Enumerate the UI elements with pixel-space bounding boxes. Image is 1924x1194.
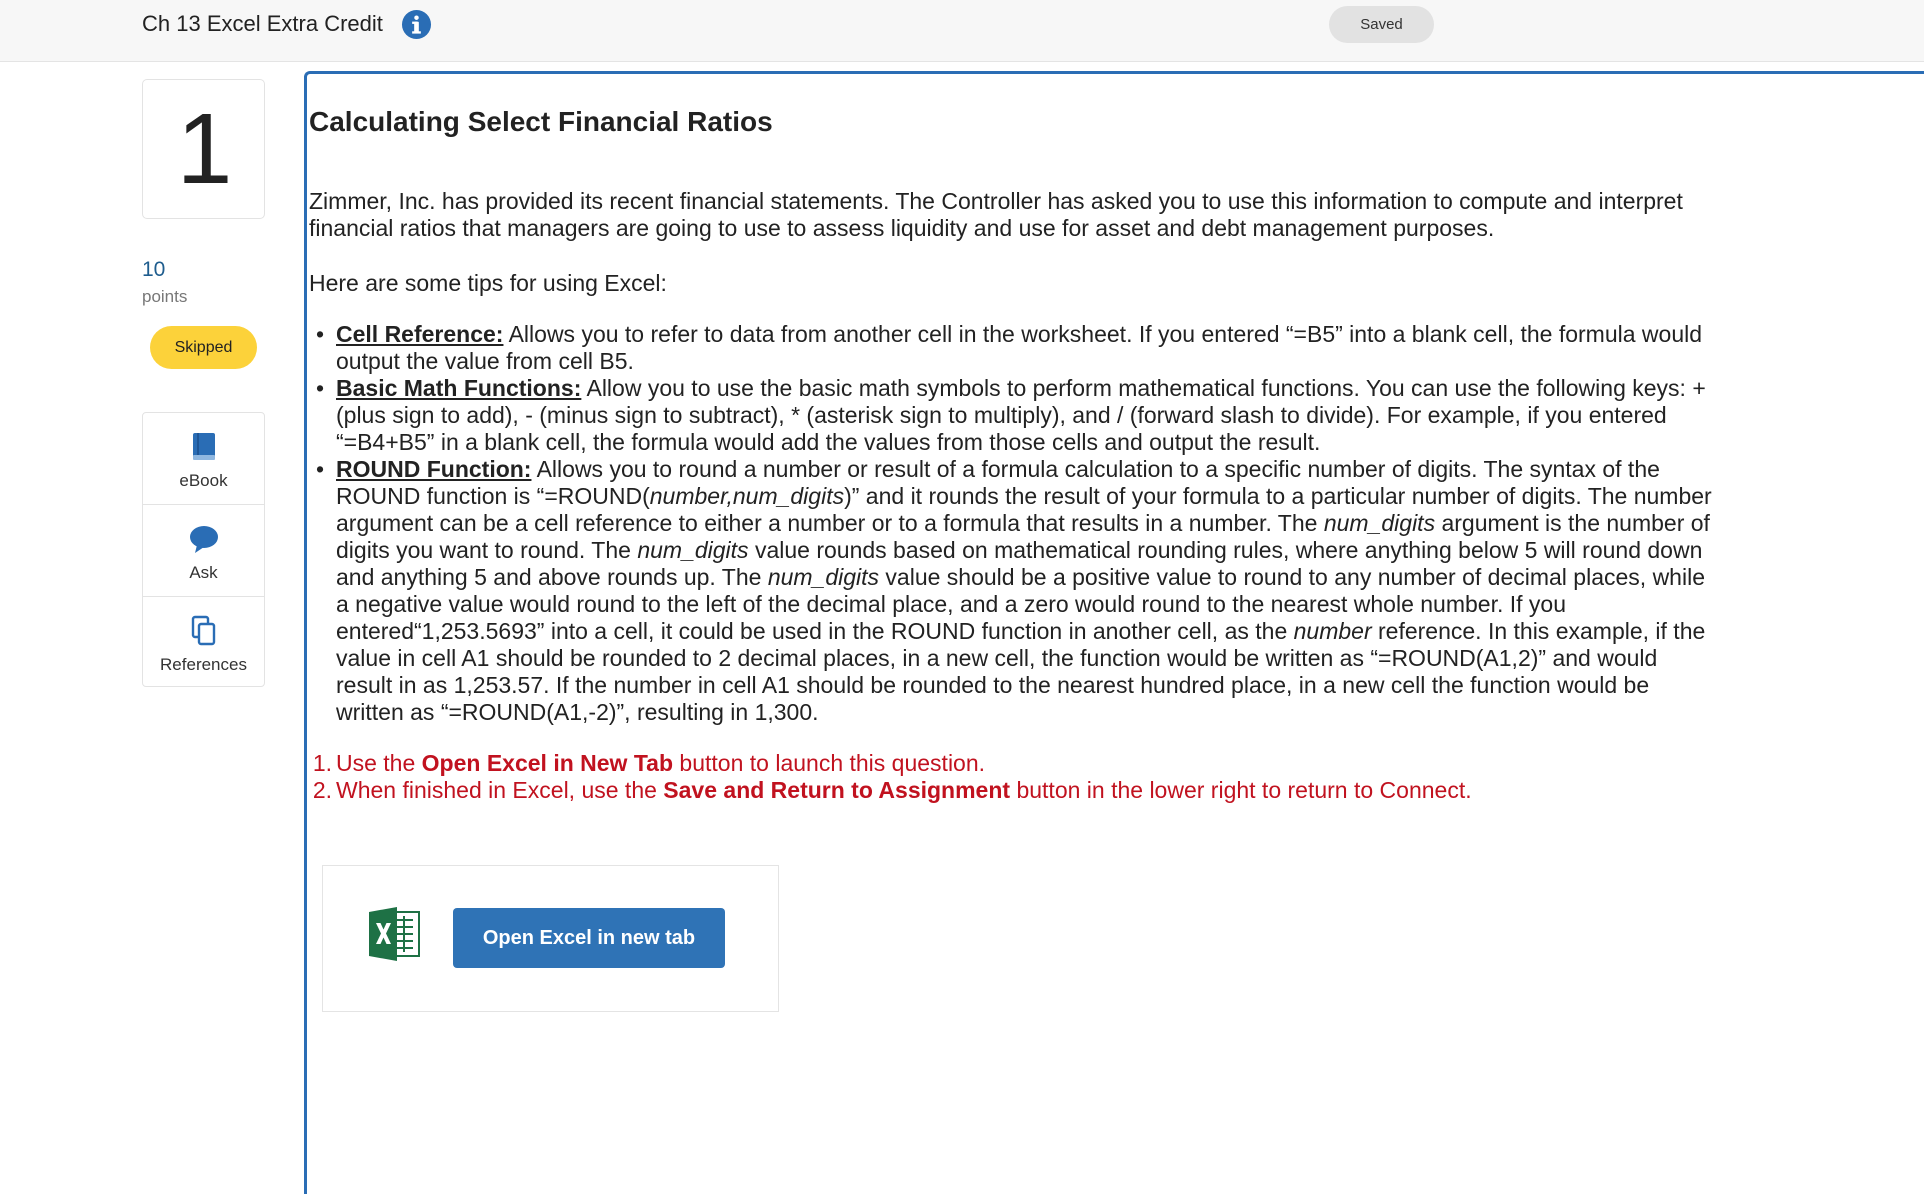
list-item [307, 750, 1717, 777]
skipped-status-badge: Skipped [150, 326, 257, 369]
info-icon[interactable] [401, 9, 432, 40]
tip-text: Allows you to round a number or result of a formula calculation to a specific number of digits. The syntax of the ROUND function is “=ROUND( [336, 456, 1660, 509]
chat-bubble-icon [188, 523, 220, 555]
list-item: • Cell Reference: Allows you to refer to data from another cell in the worksheet. If you entered “=B5” into a blank cell, the formula would output the value from cell B5. [316, 321, 1703, 374]
step-number: 2. [312, 777, 332, 803]
instruction-steps [307, 750, 1717, 804]
tip-text: Allows you to refer to data from another cell in the worksheet. If you entered “=B5” into a blank cell, the formula would output the value from cell B5. [336, 321, 1703, 374]
step-text: Use the [336, 750, 422, 776]
step-text: When finished in Excel, use the [336, 777, 664, 803]
references-label: References [160, 655, 247, 674]
question-number-box [142, 79, 265, 219]
question-panel [304, 71, 1924, 1194]
assignment-title: Ch 13 Excel Extra Credit [142, 11, 383, 36]
saved-status-badge: Saved [1329, 6, 1434, 43]
question-heading: Calculating Select Financial Ratios [309, 106, 773, 137]
ask-button[interactable] [143, 504, 264, 595]
tip-text: Allow you to use the basic math symbols to perform mathematical functions. You can use the following keys: + (plus sign to add), - (minus sign to subtract), * (asterisk sign to multiply), and / (forward slash to divide). For example, if you entered “=B4+B5” in a blank cell, the formula would add the values from those cells and output the result. [336, 375, 1706, 455]
ebook-button[interactable] [143, 413, 264, 504]
tip-term: Basic Math Functions: [336, 375, 582, 401]
book-icon [188, 431, 220, 463]
step-emphasis: Save and Return to Assignment [663, 777, 1011, 803]
documents-icon [188, 615, 220, 647]
step-emphasis: Open Excel in New Tab [421, 750, 674, 776]
tips-intro: Here are some tips for using Excel: [309, 270, 667, 296]
tip-emphasis: number [1293, 618, 1372, 644]
tip-text: value should be a positive value to round to any number of decimal places, while a negative value would round to the left of the decimal place, and a zero would round to the nearest whole number. If you entered“1,253.5693” into a cell, it could be used in the ROUND function in another cell, as the [336, 564, 1705, 644]
step-number: 1. [312, 750, 332, 776]
excel-launch-card [322, 865, 779, 1012]
tip-term: Cell Reference: [336, 321, 504, 347]
step-text: button in the lower right to return to Connect. [1010, 777, 1472, 803]
tip-emphasis: num_digits [1323, 510, 1436, 536]
ask-label: Ask [189, 563, 218, 582]
tip-emphasis: num_digits [767, 564, 880, 590]
list-item [307, 777, 1717, 804]
open-excel-button[interactable]: Open Excel in new tab [453, 908, 725, 968]
list-item: • Basic Math Functions: Allow you to use the basic math symbols to perform mathematical functions. You can use the following keys: + (plus sign to add), - (minus sign to subtract), * (asterisk sign to multiply), and / (forward slash to divide). For example, if you entered “=B4+B5” in a blank cell, the formula would add the values from those cells and output the result. [316, 375, 1706, 455]
excel-tips-list [307, 321, 1717, 726]
tip-text: argument is the number of digits you want to round. The [336, 510, 1710, 563]
tip-emphasis: number,num_digits [649, 483, 845, 509]
question-intro: Zimmer, Inc. has provided its recent financial statements. The Controller has asked you to use this information to compute and interpret financial ratios that managers are going to use to assess liquidity and use for asset and debt management purposes. [309, 188, 1683, 241]
tip-text: value rounds based on mathematical rounding rules, where anything below 5 will round down and anything 5 and above rounds up. The [336, 537, 1703, 590]
excel-icon [367, 906, 423, 962]
list-item: • ROUND Function: Allows you to round a number or result of a formula calculation to a specific number of digits. The syntax of the ROUND function is “=ROUND(number,num_digits)” and it rounds the result of your formula to a particular number of digits. The number argument can be a cell reference to either a number or to a formula that results in a number. The num_digits argument is the number of digits you want to round. The num_digits value rounds based on mathematical rounding rules, where anything below 5 will round down and anything 5 and above rounds up. The num_digits value should be a positive value to round to any number of decimal places, while a negative value would round to the left of the decimal place, and a zero would round to the nearest whole number. If you entered“1,253.5693” into a cell, it could be used in the ROUND function in another cell, as the number reference. In this example, if the value in cell A1 should be rounded to 2 decimal places, in a new cell, the function would be written as “=ROUND(A1,2)” and would result in as 1,253.57. If the number in cell A1 should be rounded to the nearest hundred place, in a new cell the function would be written as “=ROUND(A1,-2)”, resulting in 1,300. [316, 456, 1712, 725]
points-label: points [142, 287, 188, 306]
tip-term: ROUND Function: [336, 456, 532, 482]
step-text: button to launch this question. [673, 750, 986, 776]
question-number: 1 [176, 93, 233, 205]
tip-text: )” and it rounds the result of your formula to a particular number of digits. The number argument can be a cell reference to either a number or to a formula that results in a number. The [336, 483, 1712, 536]
points-value: 10 [142, 258, 166, 281]
tip-emphasis: num_digits [637, 537, 749, 563]
question-tools-panel [142, 412, 265, 687]
top-bar [0, 0, 1924, 62]
ebook-label: eBook [179, 471, 228, 490]
references-button[interactable] [143, 596, 264, 687]
tip-text: reference. In this example, if the value in cell A1 should be rounded to 2 decimal places, in a new cell, the function would be written as “=ROUND(A1,2)” and would result in as 1,253.57. If the number in cell A1 should be rounded to the nearest hundred place, in a new cell the function would be written as “=ROUND(A1,-2)”, resulting in 1,300. [336, 618, 1706, 725]
